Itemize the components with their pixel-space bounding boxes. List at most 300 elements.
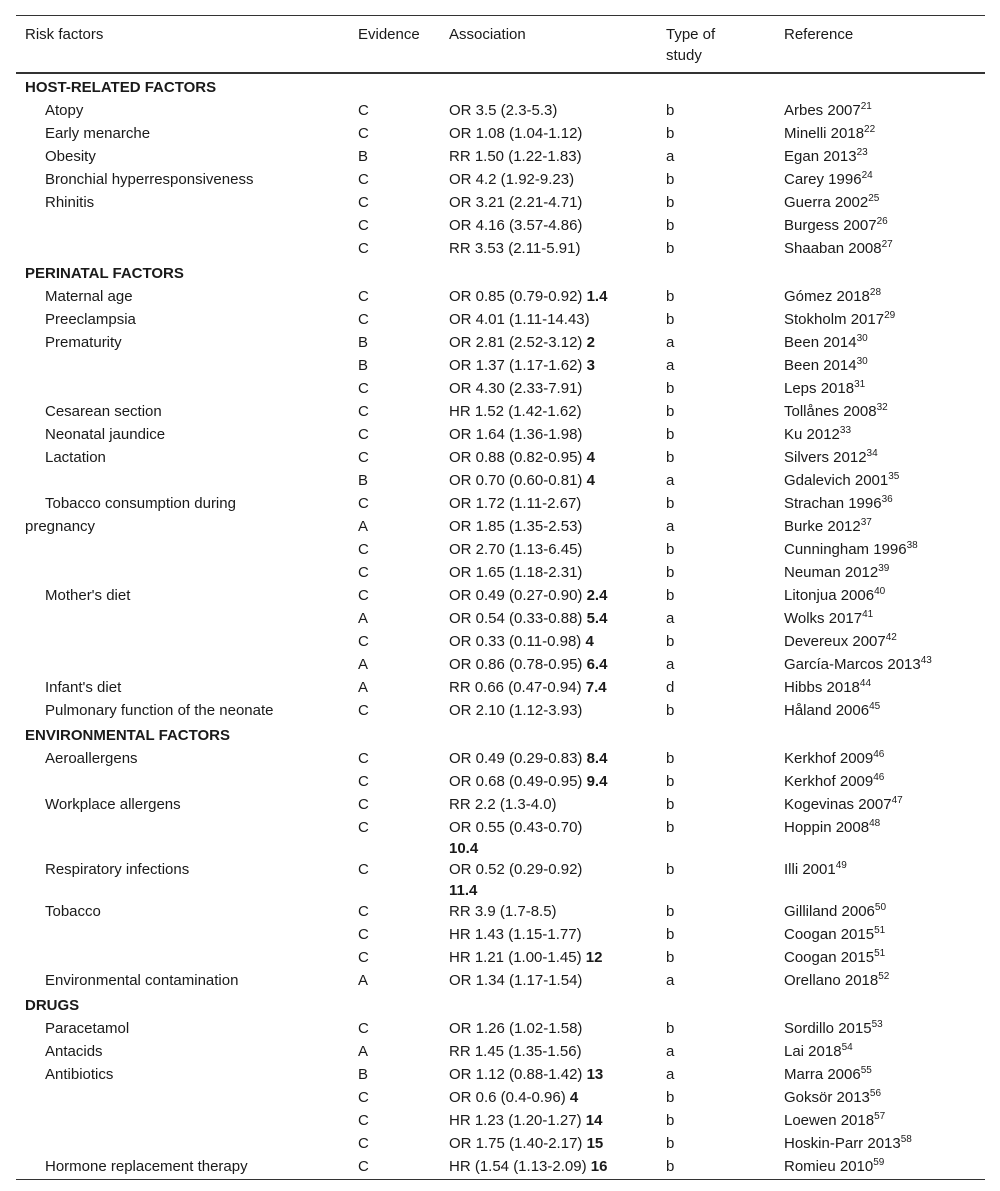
association-value: OR 1.26 (1.02-1.58) <box>449 1020 583 1037</box>
evidence-cell: C <box>358 796 369 813</box>
reference-cell <box>784 1041 985 1064</box>
footnote-number: 14 <box>585 1112 603 1129</box>
reference-number: 42 <box>885 632 897 643</box>
reference-number: 34 <box>866 448 878 459</box>
study-type-cell: a <box>666 334 675 351</box>
study-type-cell: b <box>666 926 675 943</box>
risk-factor-label: Maternal age <box>45 288 133 305</box>
risk-factor-cell <box>16 970 358 993</box>
association-cell <box>449 1087 666 1110</box>
association-cell <box>449 493 666 516</box>
reference-cell <box>784 608 985 631</box>
reference-text: Gómez 2018 <box>784 288 870 305</box>
evidence-cell: C <box>358 564 369 581</box>
reference-text: Devereux 2007 <box>784 633 886 650</box>
association-cell <box>449 516 666 539</box>
association-value: OR 2.81 (2.52-3.12) <box>449 334 587 351</box>
risk-factor-cell <box>16 378 358 401</box>
study-type-cell: a <box>666 1066 675 1083</box>
table-row <box>16 1064 985 1087</box>
risk-factor-label: pregnancy <box>25 518 96 535</box>
risk-factor-cell <box>16 401 358 424</box>
risk-factor-cell <box>16 215 358 238</box>
study-type-cell: b <box>666 380 675 397</box>
study-type-cell: b <box>666 403 675 420</box>
evidence-cell: A <box>358 1043 369 1060</box>
association-value: OR 2.70 (1.13-6.45) <box>449 541 583 558</box>
risk-factor-label: Tobacco <box>45 903 101 920</box>
table-row <box>16 947 985 970</box>
reference-text: Arbes 2007 <box>784 102 861 119</box>
evidence-cell: C <box>358 449 369 466</box>
reference-text: Been 2014 <box>784 334 857 351</box>
footnote-number: 15 <box>586 1135 604 1152</box>
evidence-cell: A <box>358 518 369 535</box>
study-type-cell: b <box>666 541 675 558</box>
association-cell <box>449 947 666 970</box>
table-row <box>16 562 985 585</box>
study-type-cell: a <box>666 148 675 165</box>
reference-cell <box>784 146 985 169</box>
reference-number: 28 <box>869 287 882 298</box>
evidence-cell: C <box>358 288 369 305</box>
risk-factor-cell <box>16 100 358 123</box>
table-row <box>16 493 985 516</box>
reference-text: Gilliland 2006 <box>784 903 875 920</box>
table-row <box>16 447 985 470</box>
table-row <box>16 192 985 215</box>
section-heading-row <box>16 723 985 748</box>
table-row <box>16 1156 985 1180</box>
risk-factor-cell <box>16 1110 358 1133</box>
association-value: HR (1.54 (1.13-2.09) <box>449 1158 591 1175</box>
reference-text: Hoppin 2008 <box>784 819 870 836</box>
study-type-cell: b <box>666 796 675 813</box>
table-row <box>16 1087 985 1110</box>
reference-cell <box>784 424 985 447</box>
reference-number: 23 <box>856 147 868 158</box>
association-cell <box>449 238 666 261</box>
table-row <box>16 401 985 424</box>
evidence-cell: C <box>358 495 369 512</box>
reference-number: 37 <box>860 517 872 528</box>
study-type-cell: b <box>666 495 675 512</box>
association-value: HR 1.23 (1.20-1.27) <box>449 1112 586 1129</box>
association-value: OR 0.49 (0.27-0.90) <box>449 587 587 604</box>
reference-number: 54 <box>841 1042 853 1053</box>
table-row <box>16 654 985 677</box>
table-row <box>16 901 985 924</box>
table-row <box>16 970 985 993</box>
risk-factor-label: Atopy <box>45 102 84 119</box>
association-cell <box>449 924 666 947</box>
association-cell <box>449 123 666 146</box>
risk-factor-cell <box>16 901 358 924</box>
risk-factor-cell <box>16 309 358 332</box>
association-value: OR 1.75 (1.40-2.17) <box>449 1135 587 1152</box>
section-title: HOST-RELATED FACTORS <box>25 79 217 96</box>
reference-number: 22 <box>864 124 876 135</box>
study-type-cell: b <box>666 633 675 650</box>
header-reference: Reference <box>784 26 854 43</box>
footnote-number: 4 <box>569 1089 579 1106</box>
risk-factors-table <box>16 15 985 1180</box>
association-cell <box>449 447 666 470</box>
footnote-number: 4 <box>586 472 595 489</box>
reference-number: 43 <box>920 655 932 666</box>
reference-number: 30 <box>856 356 868 367</box>
table-row <box>16 1133 985 1156</box>
study-type-cell: b <box>666 217 675 234</box>
evidence-cell: C <box>358 311 369 328</box>
association-value: OR 4.2 (1.92-9.23) <box>449 171 575 188</box>
association-value: RR 0.66 (0.47-0.94) <box>449 679 586 696</box>
reference-text: Sordillo 2015 <box>784 1020 872 1037</box>
risk-factor-label: Prematurity <box>45 334 122 351</box>
association-value: OR 0.33 (0.11-0.98) <box>449 633 586 650</box>
footnote-number: 4 <box>585 633 594 650</box>
association-value: OR 4.16 (3.57-4.86) <box>449 217 583 234</box>
reference-text: Ku 2012 <box>784 426 840 443</box>
reference-number: 56 <box>869 1088 882 1099</box>
evidence-cell: C <box>358 702 369 719</box>
reference-number: 21 <box>860 101 872 112</box>
reference-number: 27 <box>881 239 893 250</box>
evidence-cell: C <box>358 587 369 604</box>
risk-factor-cell <box>16 947 358 970</box>
association-cell <box>449 859 666 901</box>
footnote-number: 16 <box>590 1158 608 1175</box>
risk-factor-cell <box>16 1087 358 1110</box>
association-value: OR 1.64 (1.36-1.98) <box>449 426 583 443</box>
reference-cell <box>784 378 985 401</box>
evidence-cell: B <box>358 334 369 351</box>
evidence-cell: C <box>358 171 369 188</box>
study-type-cell: b <box>666 1158 675 1175</box>
reference-text: García-Marcos 2013 <box>784 656 921 673</box>
reference-cell <box>784 169 985 192</box>
reference-cell <box>784 355 985 378</box>
association-value: OR 0.68 (0.49-0.95) <box>449 773 587 790</box>
association-value: OR 1.12 (0.88-1.42) <box>449 1066 587 1083</box>
header-type-of-study: Type of study <box>666 26 716 64</box>
reference-cell <box>784 947 985 970</box>
section-heading-row <box>16 993 985 1018</box>
risk-factor-cell <box>16 1041 358 1064</box>
risk-factor-label: Pulmonary function of the neonate <box>45 702 274 719</box>
table-row <box>16 631 985 654</box>
risk-factor-cell <box>16 585 358 608</box>
risk-factor-label: Paracetamol <box>45 1020 130 1037</box>
table-row <box>16 309 985 332</box>
reference-cell <box>784 562 985 585</box>
association-value: OR 1.72 (1.11-2.67) <box>449 495 582 512</box>
table-row <box>16 332 985 355</box>
table-row <box>16 817 985 859</box>
risk-factor-label: Environmental contamination <box>45 972 239 989</box>
reference-text: Kogevinas 2007 <box>784 796 892 813</box>
risk-factor-cell <box>16 608 358 631</box>
reference-cell <box>784 924 985 947</box>
reference-text: Håland 2006 <box>784 702 870 719</box>
association-value: OR 3.5 (2.3-5.3) <box>449 102 558 119</box>
footnote-number: 7.4 <box>585 679 607 696</box>
risk-factor-label: Antacids <box>45 1043 103 1060</box>
evidence-cell: C <box>358 102 369 119</box>
risk-factor-cell <box>16 539 358 562</box>
reference-cell <box>784 493 985 516</box>
risk-factor-cell <box>16 794 358 817</box>
study-type-cell: b <box>666 240 675 257</box>
study-type-cell: a <box>666 472 675 489</box>
risk-factor-cell <box>16 447 358 470</box>
risk-factor-label: Respiratory infections <box>45 861 190 878</box>
association-value: RR 1.45 (1.35-1.56) <box>449 1043 582 1060</box>
association-cell <box>449 286 666 309</box>
reference-number: 35 <box>888 471 900 482</box>
study-type-cell: a <box>666 656 675 673</box>
reference-cell <box>784 401 985 424</box>
reference-cell <box>784 123 985 146</box>
study-type-cell: b <box>666 1135 675 1152</box>
evidence-cell: C <box>358 949 369 966</box>
association-cell <box>449 100 666 123</box>
association-value: HR 1.21 (1.00-1.45) <box>449 949 586 966</box>
reference-text: Hibbs 2018 <box>784 679 860 696</box>
evidence-cell: C <box>358 1158 369 1175</box>
study-type-cell: a <box>666 357 675 374</box>
reference-cell <box>784 1133 985 1156</box>
association-cell <box>449 309 666 332</box>
reference-text: Guerra 2002 <box>784 194 869 211</box>
reference-number: 49 <box>835 860 847 871</box>
reference-number: 48 <box>869 818 881 829</box>
reference-number: 32 <box>876 402 888 413</box>
reference-text: Loewen 2018 <box>784 1112 875 1129</box>
association-cell <box>449 539 666 562</box>
header-association: Association <box>449 26 526 43</box>
risk-factor-cell <box>16 631 358 654</box>
table-header <box>16 16 985 74</box>
table-row <box>16 700 985 723</box>
reference-text: Burgess 2007 <box>784 217 877 234</box>
reference-number: 59 <box>873 1157 885 1168</box>
reference-number: 53 <box>871 1019 883 1030</box>
reference-cell <box>784 215 985 238</box>
reference-cell <box>784 631 985 654</box>
reference-cell <box>784 1064 985 1087</box>
risk-factor-cell <box>16 748 358 771</box>
reference-cell <box>784 654 985 677</box>
reference-number: 44 <box>859 678 872 689</box>
association-value: OR 0.54 (0.33-0.88) <box>449 610 587 627</box>
association-value: OR 1.34 (1.17-1.54) <box>449 972 583 989</box>
risk-factor-cell <box>16 1018 358 1041</box>
table-row <box>16 378 985 401</box>
section-heading-row <box>16 261 985 286</box>
evidence-cell: C <box>358 194 369 211</box>
reference-cell <box>784 1018 985 1041</box>
study-type-cell: b <box>666 903 675 920</box>
study-type-cell: b <box>666 288 675 305</box>
evidence-cell: C <box>358 403 369 420</box>
table-row <box>16 794 985 817</box>
reference-text: Romieu 2010 <box>784 1158 874 1175</box>
reference-cell <box>784 794 985 817</box>
table-row <box>16 585 985 608</box>
study-type-cell: b <box>666 564 675 581</box>
reference-text: Egan 2013 <box>784 148 857 165</box>
table-row <box>16 470 985 493</box>
association-cell <box>449 470 666 493</box>
reference-number: 51 <box>874 925 886 936</box>
reference-cell <box>784 1156 985 1180</box>
risk-factor-label: Lactation <box>45 449 106 466</box>
reference-number: 24 <box>861 170 873 181</box>
association-cell <box>449 794 666 817</box>
association-value: OR 0.70 (0.60-0.81) <box>449 472 587 489</box>
section-heading-row <box>16 73 985 100</box>
reference-text: Hoskin-Parr 2013 <box>784 1135 901 1152</box>
study-type-cell: b <box>666 587 675 604</box>
study-type-cell: b <box>666 949 675 966</box>
reference-text: Cunningham 1996 <box>784 541 907 558</box>
table-row <box>16 286 985 309</box>
risk-factor-label: Rhinitis <box>45 194 95 211</box>
reference-cell <box>784 447 985 470</box>
table-row <box>16 516 985 539</box>
reference-text: Goksör 2013 <box>784 1089 870 1106</box>
association-value: OR 4.30 (2.33-7.91) <box>449 380 583 397</box>
footnote-number: 3 <box>586 357 595 374</box>
evidence-cell: C <box>358 1020 369 1037</box>
association-value: OR 0.86 (0.78-0.95) <box>449 656 587 673</box>
risk-factor-cell <box>16 771 358 794</box>
footnote-number: 13 <box>586 1066 604 1083</box>
reference-text: Burke 2012 <box>784 518 861 535</box>
reference-cell <box>784 901 985 924</box>
association-cell <box>449 631 666 654</box>
reference-text: Orellano 2018 <box>784 972 879 989</box>
association-cell <box>449 562 666 585</box>
risk-factor-cell <box>16 470 358 493</box>
reference-cell <box>784 332 985 355</box>
reference-number: 46 <box>873 749 885 760</box>
reference-number: 55 <box>860 1065 872 1076</box>
association-cell <box>449 401 666 424</box>
table-row <box>16 424 985 447</box>
reference-number: 58 <box>900 1134 912 1145</box>
evidence-cell: A <box>358 679 369 696</box>
footnote-number: 10.4 <box>449 840 479 857</box>
evidence-cell: C <box>358 125 369 142</box>
section-title: ENVIRONMENTAL FACTORS <box>25 727 231 744</box>
association-cell <box>449 771 666 794</box>
risk-factor-cell <box>16 123 358 146</box>
study-type-cell: b <box>666 426 675 443</box>
reference-text: Illi 2001 <box>784 861 836 878</box>
association-cell <box>449 1156 666 1180</box>
association-cell <box>449 1018 666 1041</box>
evidence-cell: C <box>358 1135 369 1152</box>
risk-factor-cell <box>16 1156 358 1180</box>
association-value: RR 3.9 (1.7-8.5) <box>449 903 557 920</box>
association-cell <box>449 1133 666 1156</box>
risk-factor-label: Bronchial hyperresponsiveness <box>45 171 254 188</box>
risk-factor-label: Cesarean section <box>45 403 162 420</box>
reference-number: 30 <box>856 333 868 344</box>
evidence-cell: C <box>358 426 369 443</box>
association-cell <box>449 1041 666 1064</box>
association-value: OR 0.55 (0.43-0.70) <box>449 819 583 836</box>
study-type-cell: b <box>666 449 675 466</box>
association-cell <box>449 355 666 378</box>
reference-cell <box>784 970 985 993</box>
association-cell <box>449 378 666 401</box>
reference-number: 33 <box>839 425 852 436</box>
reference-cell <box>784 286 985 309</box>
table-row <box>16 146 985 169</box>
association-value: OR 1.65 (1.18-2.31) <box>449 564 583 581</box>
association-cell <box>449 332 666 355</box>
reference-text: Kerkhof 2009 <box>784 773 874 790</box>
association-value: RR 3.53 (2.11-5.91) <box>449 240 581 257</box>
reference-text: Coogan 2015 <box>784 949 875 966</box>
risk-factor-cell <box>16 924 358 947</box>
table-row <box>16 123 985 146</box>
risk-factor-cell <box>16 192 358 215</box>
evidence-cell: C <box>358 926 369 943</box>
section-title: DRUGS <box>25 997 80 1014</box>
association-value: OR 0.6 (0.4-0.96) <box>449 1089 570 1106</box>
association-cell <box>449 146 666 169</box>
risk-factor-label: Mother's diet <box>45 587 131 604</box>
reference-text: Litonjua 2006 <box>784 587 875 604</box>
evidence-cell: C <box>358 541 369 558</box>
evidence-cell: B <box>358 357 369 374</box>
reference-cell <box>784 238 985 261</box>
association-value: OR 0.85 (0.79-0.92) <box>449 288 587 305</box>
table-row <box>16 238 985 261</box>
evidence-cell: A <box>358 610 369 627</box>
evidence-cell: C <box>358 819 369 836</box>
risk-factor-label: Infant's diet <box>45 679 122 696</box>
risk-factor-label: Neonatal jaundice <box>45 426 166 443</box>
footnote-number: 6.4 <box>586 656 608 673</box>
reference-number: 29 <box>884 310 896 321</box>
association-value: HR 1.52 (1.42-1.62) <box>449 403 582 420</box>
reference-cell <box>784 1087 985 1110</box>
table-row <box>16 169 985 192</box>
reference-text: Silvers 2012 <box>784 449 867 466</box>
reference-text: Lai 2018 <box>784 1043 842 1060</box>
reference-cell <box>784 771 985 794</box>
risk-factor-label: Workplace allergens <box>45 796 181 813</box>
table-row <box>16 748 985 771</box>
association-value: OR 3.21 (2.21-4.71) <box>449 194 583 211</box>
risk-factor-cell <box>16 332 358 355</box>
evidence-cell: C <box>358 240 369 257</box>
association-value: HR 1.43 (1.15-1.77) <box>449 926 582 943</box>
header-evidence: Evidence <box>358 26 420 43</box>
study-type-cell: b <box>666 819 675 836</box>
reference-cell <box>784 585 985 608</box>
reference-cell <box>784 817 985 859</box>
association-cell <box>449 585 666 608</box>
table-row <box>16 539 985 562</box>
evidence-cell: C <box>358 773 369 790</box>
evidence-cell: C <box>358 750 369 767</box>
